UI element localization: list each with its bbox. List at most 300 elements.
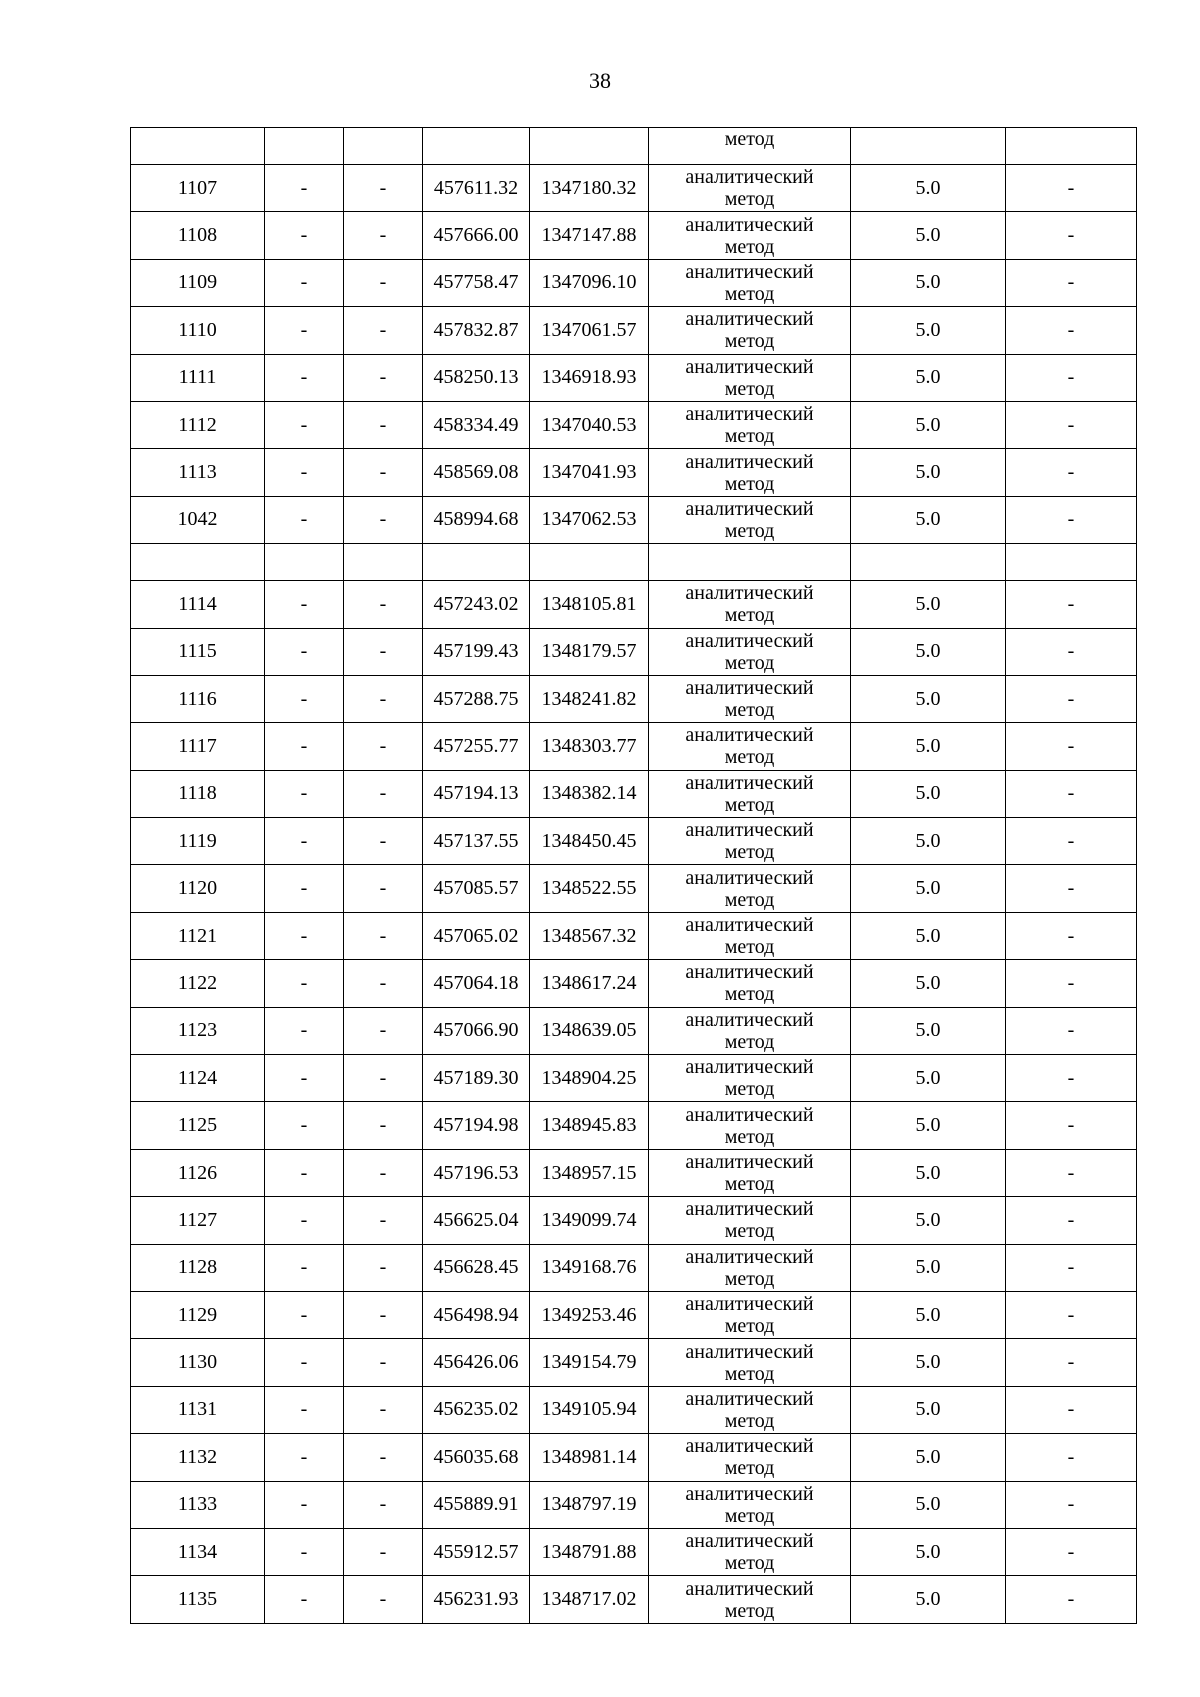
table-row: [131, 581, 1137, 628]
cell-dash: -: [265, 354, 344, 401]
cell-dash: -: [265, 259, 344, 306]
method-line-1: аналитический: [685, 961, 814, 984]
method-line-1: аналитический: [685, 308, 814, 331]
cell-dash: -: [265, 1339, 344, 1386]
cell-x-coordinate: 457611.32: [423, 165, 530, 212]
cell-x-coordinate: 457199.43: [423, 628, 530, 675]
method-line-1: аналитический: [685, 1056, 814, 1079]
cell-accuracy: 5.0: [851, 1291, 1006, 1338]
cell-empty: [344, 544, 423, 581]
cell-point-number: 1042: [131, 496, 265, 543]
cell-dash: -: [344, 1055, 423, 1102]
cell-y-coordinate: 1347041.93: [530, 449, 649, 496]
table-row: [131, 1339, 1137, 1386]
method-line-1: аналитический: [685, 582, 814, 605]
method-line-1: аналитический: [685, 914, 814, 937]
cell-dash: -: [265, 1434, 344, 1481]
cell-empty: [423, 544, 530, 581]
table-row: [131, 818, 1137, 865]
cell-dash: -: [1006, 1102, 1137, 1149]
method-line-1: аналитический: [685, 1387, 814, 1410]
cell-point-number: 1131: [131, 1386, 265, 1433]
cell-dash: -: [265, 1102, 344, 1149]
method-line-1: аналитический: [685, 1435, 814, 1458]
method-line-1: аналитический: [685, 1198, 814, 1221]
cell-dash: -: [1006, 865, 1137, 912]
cell-accuracy: 5.0: [851, 1481, 1006, 1528]
method-line-1: аналитический: [685, 724, 814, 747]
cell-y-coordinate: 1347096.10: [530, 259, 649, 306]
cell-dash: -: [1006, 1149, 1137, 1196]
table-row: [131, 1576, 1137, 1623]
cell-accuracy: 5.0: [851, 723, 1006, 770]
cell-point-number: 1125: [131, 1102, 265, 1149]
cell-point-number: 1107: [131, 165, 265, 212]
method-line-2: метод: [724, 651, 775, 674]
cell-empty: [649, 544, 851, 581]
method-line-1: аналитический: [685, 403, 814, 426]
method-line-1: аналитический: [685, 1008, 814, 1031]
cell-y-coordinate: 1348945.83: [530, 1102, 649, 1149]
method-line-2: метод: [724, 699, 775, 722]
table-row: [131, 496, 1137, 543]
cell-y-coordinate: 1348981.14: [530, 1434, 649, 1481]
cell-x-coordinate: 456231.93: [423, 1576, 530, 1623]
cell-x-coordinate: 458994.68: [423, 496, 530, 543]
cell-point-number: 1132: [131, 1434, 265, 1481]
cell-x-coordinate: 456235.02: [423, 1386, 530, 1433]
cell-point-number: 1119: [131, 818, 265, 865]
method-line-2: метод: [724, 425, 775, 448]
cell-method: [649, 1576, 851, 1623]
cell-dash: -: [265, 865, 344, 912]
cell-x-coordinate: 457064.18: [423, 960, 530, 1007]
cell-point-number: 1110: [131, 307, 265, 354]
cell-y-coordinate: 1348303.77: [530, 723, 649, 770]
method-line-2: метод: [724, 1362, 775, 1385]
method-line-2: метод: [724, 472, 775, 495]
cell-y-coordinate: 1347040.53: [530, 401, 649, 448]
cell-accuracy: 5.0: [851, 1197, 1006, 1244]
cell-x-coordinate: 457243.02: [423, 581, 530, 628]
cell-dash: -: [344, 1007, 423, 1054]
cell-dash: -: [1006, 1055, 1137, 1102]
cell-dash: -: [344, 723, 423, 770]
cell-y-coordinate: 1349105.94: [530, 1386, 649, 1433]
cell-dash: -: [265, 960, 344, 1007]
cell-x-coordinate: 455889.91: [423, 1481, 530, 1528]
cell-x-coordinate: 457758.47: [423, 259, 530, 306]
cell-dash: -: [344, 1244, 423, 1291]
cell-accuracy: 5.0: [851, 1434, 1006, 1481]
cell-dash: -: [344, 581, 423, 628]
cell-x-coordinate: 456498.94: [423, 1291, 530, 1338]
cell-empty: [530, 544, 649, 581]
cell-point-number: 1122: [131, 960, 265, 1007]
method-line-1: аналитический: [685, 771, 814, 794]
cell-dash: -: [344, 212, 423, 259]
cell-dash: -: [265, 1149, 344, 1196]
cell-dash: -: [344, 675, 423, 722]
cell-dash: -: [1006, 212, 1137, 259]
method-line-2: метод: [724, 793, 775, 816]
cell-dash: -: [344, 1528, 423, 1575]
cell-dash: -: [344, 354, 423, 401]
cell-y-coordinate: 1346918.93: [530, 354, 649, 401]
cell-method: [649, 628, 851, 675]
cell-x-coordinate: 457065.02: [423, 912, 530, 959]
cell-accuracy: 5.0: [851, 1528, 1006, 1575]
cell-dash: -: [1006, 818, 1137, 865]
cell-dash: -: [265, 1576, 344, 1623]
table-row: [131, 212, 1137, 259]
table-row: [131, 1007, 1137, 1054]
method-line-2: метод: [724, 330, 775, 353]
method-line-2: метод: [724, 841, 775, 864]
cell-point-number: 1135: [131, 1576, 265, 1623]
cell-method: [649, 401, 851, 448]
table-row: [131, 401, 1137, 448]
table-row: [131, 1149, 1137, 1196]
cell-dash: -: [265, 165, 344, 212]
cell-accuracy: 5.0: [851, 912, 1006, 959]
table-row: [131, 259, 1137, 306]
method-line-2: метод: [724, 746, 775, 769]
method-line-2: метод: [724, 1315, 775, 1338]
table-row: [131, 675, 1137, 722]
method-line-2: метод: [724, 1267, 775, 1290]
method-line-2: метод: [724, 1552, 775, 1575]
method-line-1: аналитический: [685, 819, 814, 842]
cell-x-coordinate: 457085.57: [423, 865, 530, 912]
cell-point-number: 1128: [131, 1244, 265, 1291]
method-line-2: метод: [724, 1409, 775, 1432]
method-line-2: метод: [724, 235, 775, 258]
cell-point-number: 1111: [131, 354, 265, 401]
cell-method: [649, 1434, 851, 1481]
cell-dash: -: [1006, 354, 1137, 401]
cell-dash: -: [344, 1481, 423, 1528]
cell-point-number: 1120: [131, 865, 265, 912]
cell-dash: -: [1006, 628, 1137, 675]
method-line-1: аналитический: [685, 1245, 814, 1268]
cell-dash: -: [265, 1481, 344, 1528]
cell-dash: -: [344, 628, 423, 675]
method-line-2: метод: [724, 1504, 775, 1527]
cell-accuracy: 5.0: [851, 1576, 1006, 1623]
cell-method: [649, 1244, 851, 1291]
cell-y-coordinate: 1348567.32: [530, 912, 649, 959]
method-line-1: аналитический: [685, 1340, 814, 1363]
cell-dash: -: [1006, 165, 1137, 212]
cell-dash: -: [344, 1434, 423, 1481]
cell-method: [649, 212, 851, 259]
cell-dash: -: [344, 818, 423, 865]
cell-empty: [344, 128, 423, 165]
method-line-1: аналитический: [685, 1151, 814, 1173]
cell-dash: -: [344, 449, 423, 496]
table-body: [131, 128, 1137, 1624]
cell-dash: -: [265, 1291, 344, 1338]
cell-empty: [131, 128, 265, 165]
cell-x-coordinate: 457189.30: [423, 1055, 530, 1102]
table-row: [131, 770, 1137, 817]
cell-point-number: 1121: [131, 912, 265, 959]
cell-point-number: 1127: [131, 1197, 265, 1244]
cell-accuracy: 5.0: [851, 770, 1006, 817]
cell-accuracy: 5.0: [851, 1102, 1006, 1149]
method-line-2: метод: [724, 1599, 775, 1622]
cell-y-coordinate: 1348904.25: [530, 1055, 649, 1102]
cell-accuracy: 5.0: [851, 1007, 1006, 1054]
cell-dash: -: [265, 581, 344, 628]
cell-dash: -: [265, 628, 344, 675]
cell-method: метод: [649, 128, 851, 165]
cell-method: [649, 1197, 851, 1244]
cell-method: [649, 1339, 851, 1386]
coordinates-table: [130, 127, 1137, 1624]
table-row: [131, 1291, 1137, 1338]
cell-x-coordinate: 457137.55: [423, 818, 530, 865]
cell-dash: -: [1006, 1386, 1137, 1433]
cell-point-number: 1134: [131, 1528, 265, 1575]
cell-accuracy: 5.0: [851, 496, 1006, 543]
cell-empty: [131, 544, 265, 581]
cell-accuracy: 5.0: [851, 1055, 1006, 1102]
cell-y-coordinate: 1349154.79: [530, 1339, 649, 1386]
cell-method: [649, 449, 851, 496]
cell-dash: -: [344, 1339, 423, 1386]
cell-dash: -: [1006, 675, 1137, 722]
cell-dash: -: [1006, 1528, 1137, 1575]
cell-dash: -: [344, 1149, 423, 1196]
table-row: [131, 1244, 1137, 1291]
cell-accuracy: 5.0: [851, 960, 1006, 1007]
cell-point-number: 1133: [131, 1481, 265, 1528]
table-row: [131, 1434, 1137, 1481]
method-line-2: метод: [724, 377, 775, 400]
cell-y-coordinate: 1348639.05: [530, 1007, 649, 1054]
cell-accuracy: 5.0: [851, 165, 1006, 212]
cell-empty: [265, 544, 344, 581]
cell-accuracy: 5.0: [851, 818, 1006, 865]
cell-method: [649, 496, 851, 543]
cell-dash: -: [344, 1576, 423, 1623]
method-line-1: аналитический: [685, 1530, 814, 1553]
cell-method: [649, 307, 851, 354]
cell-method: [649, 1007, 851, 1054]
cell-accuracy: 5.0: [851, 307, 1006, 354]
cell-y-coordinate: 1348522.55: [530, 865, 649, 912]
method-line-2: метод: [724, 604, 775, 627]
table-row: [131, 1055, 1137, 1102]
cell-dash: -: [265, 496, 344, 543]
table-row: [131, 865, 1137, 912]
cell-dash: -: [265, 449, 344, 496]
cell-dash: -: [344, 1102, 423, 1149]
method-line-2: метод: [724, 1030, 775, 1053]
cell-accuracy: 5.0: [851, 581, 1006, 628]
cell-dash: -: [265, 770, 344, 817]
cell-dash: -: [1006, 1197, 1137, 1244]
cell-x-coordinate: 455912.57: [423, 1528, 530, 1575]
table-row: [131, 307, 1137, 354]
cell-y-coordinate: 1348717.02: [530, 1576, 649, 1623]
cell-dash: -: [1006, 960, 1137, 1007]
cell-x-coordinate: 457288.75: [423, 675, 530, 722]
method-line-1: аналитический: [685, 1293, 814, 1316]
cell-method: [649, 259, 851, 306]
cell-dash: -: [344, 401, 423, 448]
cell-empty: [530, 128, 649, 165]
table-row: [131, 723, 1137, 770]
cell-dash: -: [1006, 1244, 1137, 1291]
cell-dash: -: [1006, 581, 1137, 628]
cell-y-coordinate: 1347147.88: [530, 212, 649, 259]
cell-method: [649, 770, 851, 817]
cell-accuracy: 5.0: [851, 1339, 1006, 1386]
cell-y-coordinate: 1348179.57: [530, 628, 649, 675]
cell-point-number: 1117: [131, 723, 265, 770]
method-line-1: аналитический: [685, 260, 814, 283]
cell-dash: -: [1006, 770, 1137, 817]
method-line-2: метод: [724, 1125, 775, 1148]
cell-dash: -: [344, 259, 423, 306]
cell-dash: -: [344, 865, 423, 912]
cell-point-number: 1123: [131, 1007, 265, 1054]
cell-method: [649, 581, 851, 628]
cell-x-coordinate: 458250.13: [423, 354, 530, 401]
cell-x-coordinate: 456625.04: [423, 1197, 530, 1244]
cell-x-coordinate: 457066.90: [423, 1007, 530, 1054]
cell-point-number: 1112: [131, 401, 265, 448]
cell-dash: -: [265, 675, 344, 722]
cell-x-coordinate: 457255.77: [423, 723, 530, 770]
cell-y-coordinate: 1348617.24: [530, 960, 649, 1007]
table-row: [131, 165, 1137, 212]
table-row: [131, 628, 1137, 675]
cell-dash: -: [1006, 723, 1137, 770]
cell-x-coordinate: 456426.06: [423, 1339, 530, 1386]
cell-x-coordinate: 457196.53: [423, 1149, 530, 1196]
cell-x-coordinate: 457666.00: [423, 212, 530, 259]
cell-dash: -: [1006, 912, 1137, 959]
cell-accuracy: 5.0: [851, 449, 1006, 496]
cell-dash: -: [265, 1197, 344, 1244]
cell-y-coordinate: 1347180.32: [530, 165, 649, 212]
table-row: [131, 1481, 1137, 1528]
cell-dash: -: [344, 496, 423, 543]
cell-dash: -: [1006, 1434, 1137, 1481]
cell-point-number: 1129: [131, 1291, 265, 1338]
cell-dash: -: [265, 307, 344, 354]
cell-point-number: 1130: [131, 1339, 265, 1386]
cell-dash: -: [344, 1291, 423, 1338]
cell-empty: [423, 128, 530, 165]
cell-method: [649, 165, 851, 212]
cell-dash: -: [265, 401, 344, 448]
cell-dash: -: [344, 307, 423, 354]
cell-y-coordinate: 1347061.57: [530, 307, 649, 354]
table-row: [131, 1102, 1137, 1149]
method-line-1: аналитический: [685, 1103, 814, 1126]
cell-method: [649, 1481, 851, 1528]
cell-accuracy: 5.0: [851, 1244, 1006, 1291]
method-line-2: метод: [724, 1078, 775, 1101]
cell-dash: -: [1006, 259, 1137, 306]
cell-y-coordinate: 1348791.88: [530, 1528, 649, 1575]
method-line-2: метод: [724, 188, 775, 211]
cell-accuracy: 5.0: [851, 1386, 1006, 1433]
method-line-2: метод: [724, 282, 775, 305]
page-number: 38: [589, 68, 611, 93]
cell-y-coordinate: 1348450.45: [530, 818, 649, 865]
cell-dash: -: [1006, 1291, 1137, 1338]
cell-dash: -: [265, 212, 344, 259]
cell-y-coordinate: 1349253.46: [530, 1291, 649, 1338]
table-row: [131, 960, 1137, 1007]
cell-dash: -: [344, 165, 423, 212]
method-line-1: аналитический: [685, 213, 814, 236]
cell-method: [649, 1055, 851, 1102]
cell-method: [649, 912, 851, 959]
method-line-1: аналитический: [685, 1482, 814, 1505]
cell-dash: -: [344, 1386, 423, 1433]
cell-dash: -: [1006, 1481, 1137, 1528]
method-line-2: метод: [724, 519, 775, 542]
cell-method: [649, 1291, 851, 1338]
cell-x-coordinate: 457832.87: [423, 307, 530, 354]
table-row: [131, 1197, 1137, 1244]
cell-empty: [265, 128, 344, 165]
method-line-2: метод: [724, 936, 775, 959]
cell-accuracy: 5.0: [851, 628, 1006, 675]
cell-y-coordinate: 1347062.53: [530, 496, 649, 543]
cell-dash: -: [1006, 1339, 1137, 1386]
cell-y-coordinate: 1348105.81: [530, 581, 649, 628]
cell-method: [649, 960, 851, 1007]
cell-y-coordinate: 1348957.15: [530, 1149, 649, 1196]
table-row: [131, 1528, 1137, 1575]
cell-x-coordinate: 458334.49: [423, 401, 530, 448]
cell-dash: -: [1006, 307, 1137, 354]
method-line-2: метод: [724, 888, 775, 911]
cell-dash: -: [344, 960, 423, 1007]
cell-dash: -: [1006, 401, 1137, 448]
cell-empty: [851, 128, 1006, 165]
cell-x-coordinate: 456035.68: [423, 1434, 530, 1481]
cell-dash: -: [265, 818, 344, 865]
cell-y-coordinate: 1349168.76: [530, 1244, 649, 1291]
cell-y-coordinate: 1348382.14: [530, 770, 649, 817]
method-line-2: метод: [724, 1457, 775, 1480]
cell-dash: -: [344, 1197, 423, 1244]
method-line-1: аналитический: [685, 1577, 814, 1600]
cell-dash: -: [265, 1244, 344, 1291]
method-line-1: аналитический: [685, 629, 814, 652]
cell-dash: -: [265, 1528, 344, 1575]
cell-accuracy: 5.0: [851, 1149, 1006, 1196]
cell-method: [649, 1386, 851, 1433]
cell-dash: -: [1006, 496, 1137, 543]
cell-point-number: 1113: [131, 449, 265, 496]
cell-empty: [1006, 544, 1137, 581]
cell-point-number: 1126: [131, 1149, 265, 1196]
cell-point-number: 1108: [131, 212, 265, 259]
method-line-1: аналитический: [685, 497, 814, 520]
method-line-1: аналитический: [685, 677, 814, 700]
cell-dash: -: [344, 912, 423, 959]
